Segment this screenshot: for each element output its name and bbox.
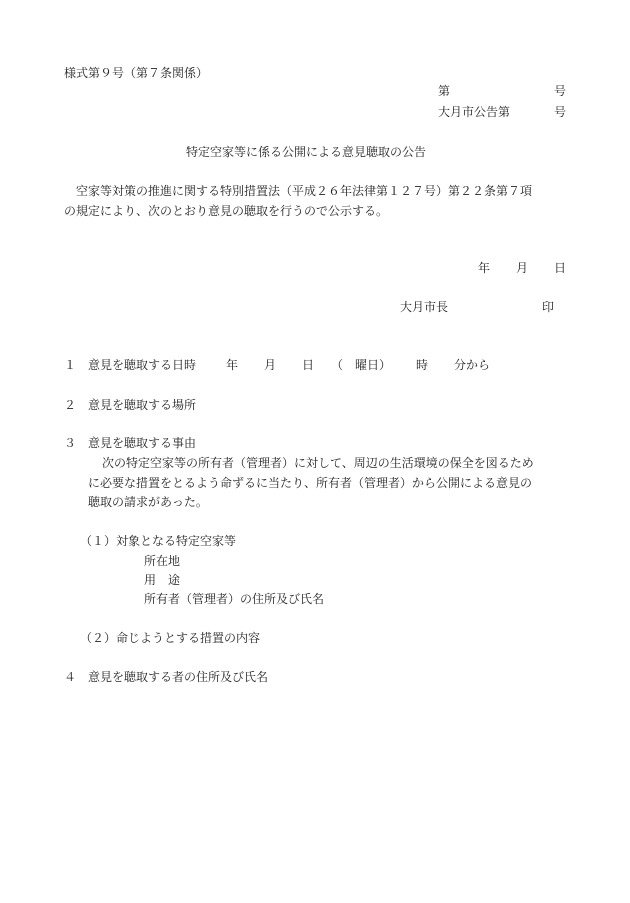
item-4-hearing-officer: [0, 669, 630, 685]
date-year: 年: [478, 261, 491, 275]
mayor-title: 大月市長: [400, 300, 449, 314]
item-1-weekday: （ 曜日）: [331, 358, 392, 372]
form-number: 様式第９号（第７条関係）: [64, 66, 209, 80]
document-number-line: [0, 83, 630, 99]
item-3-number: ３: [64, 436, 77, 450]
item-2-label: 意見を聴取する場所: [88, 398, 197, 412]
item-1-month: 月: [264, 358, 277, 372]
date-line: [0, 260, 630, 276]
notice-number-line: [0, 104, 630, 120]
signature-line: [0, 299, 630, 315]
item-1-label: 意見を聴取する日時: [88, 358, 197, 372]
item-3-body-line-1: 次の特定空家等の所有者（管理者）に対して、周辺の生活環境の保全を図るため: [102, 456, 534, 470]
document-title: 特定空家等に係る公開による意見聴取の公告: [186, 145, 427, 159]
sub-item-1-usage: 用 途: [144, 573, 181, 587]
item-3-label: 意見を聴取する事由: [88, 436, 197, 450]
item-2-place: [0, 397, 630, 413]
date-month: 月: [516, 261, 529, 275]
item-1-number: １: [64, 358, 77, 372]
item-1-day: 日: [302, 358, 315, 372]
item-1-minute: 分から: [454, 358, 491, 372]
item-1-year: 年: [226, 358, 239, 372]
date-day: 日: [554, 261, 567, 275]
sub-item-1-owner: 所有者（管理者）の住所及び氏名: [144, 592, 325, 606]
item-1-datetime: [0, 357, 630, 373]
item-1-hour: 時: [416, 358, 429, 372]
item-4-number: ４: [64, 670, 77, 684]
sub-item-1-target: （１）対象となる特定空家等: [80, 534, 237, 548]
notice-number-suffix: 号: [554, 105, 567, 119]
intro-line-1: 空家等対策の推進に関する特別措置法（平成２６年法律第１２７号）第２２条第７項: [76, 184, 533, 198]
seal-mark: 印: [542, 300, 555, 314]
notice-number-prefix: 大月市公告第: [438, 105, 511, 119]
item-3-body-line-3: 聴取の請求があった。: [88, 495, 208, 509]
doc-number-suffix: 号: [554, 84, 567, 98]
sub-item-2-measures: （２）命じようとする措置の内容: [80, 631, 261, 645]
item-3-reason: [0, 435, 630, 451]
item-3-body-line-2: に必要な措置をとるよう命ずるに当たり、所有者（管理者）から公開による意見の: [88, 476, 533, 490]
item-4-label: 意見を聴取する者の住所及び氏名: [88, 670, 269, 684]
sub-item-1-location: 所在地: [144, 554, 181, 568]
doc-number-prefix: 第: [438, 84, 451, 98]
intro-line-2: の規定により、次のとおり意見の聴取を行うので公示する。: [64, 204, 389, 218]
item-2-number: ２: [64, 398, 77, 412]
